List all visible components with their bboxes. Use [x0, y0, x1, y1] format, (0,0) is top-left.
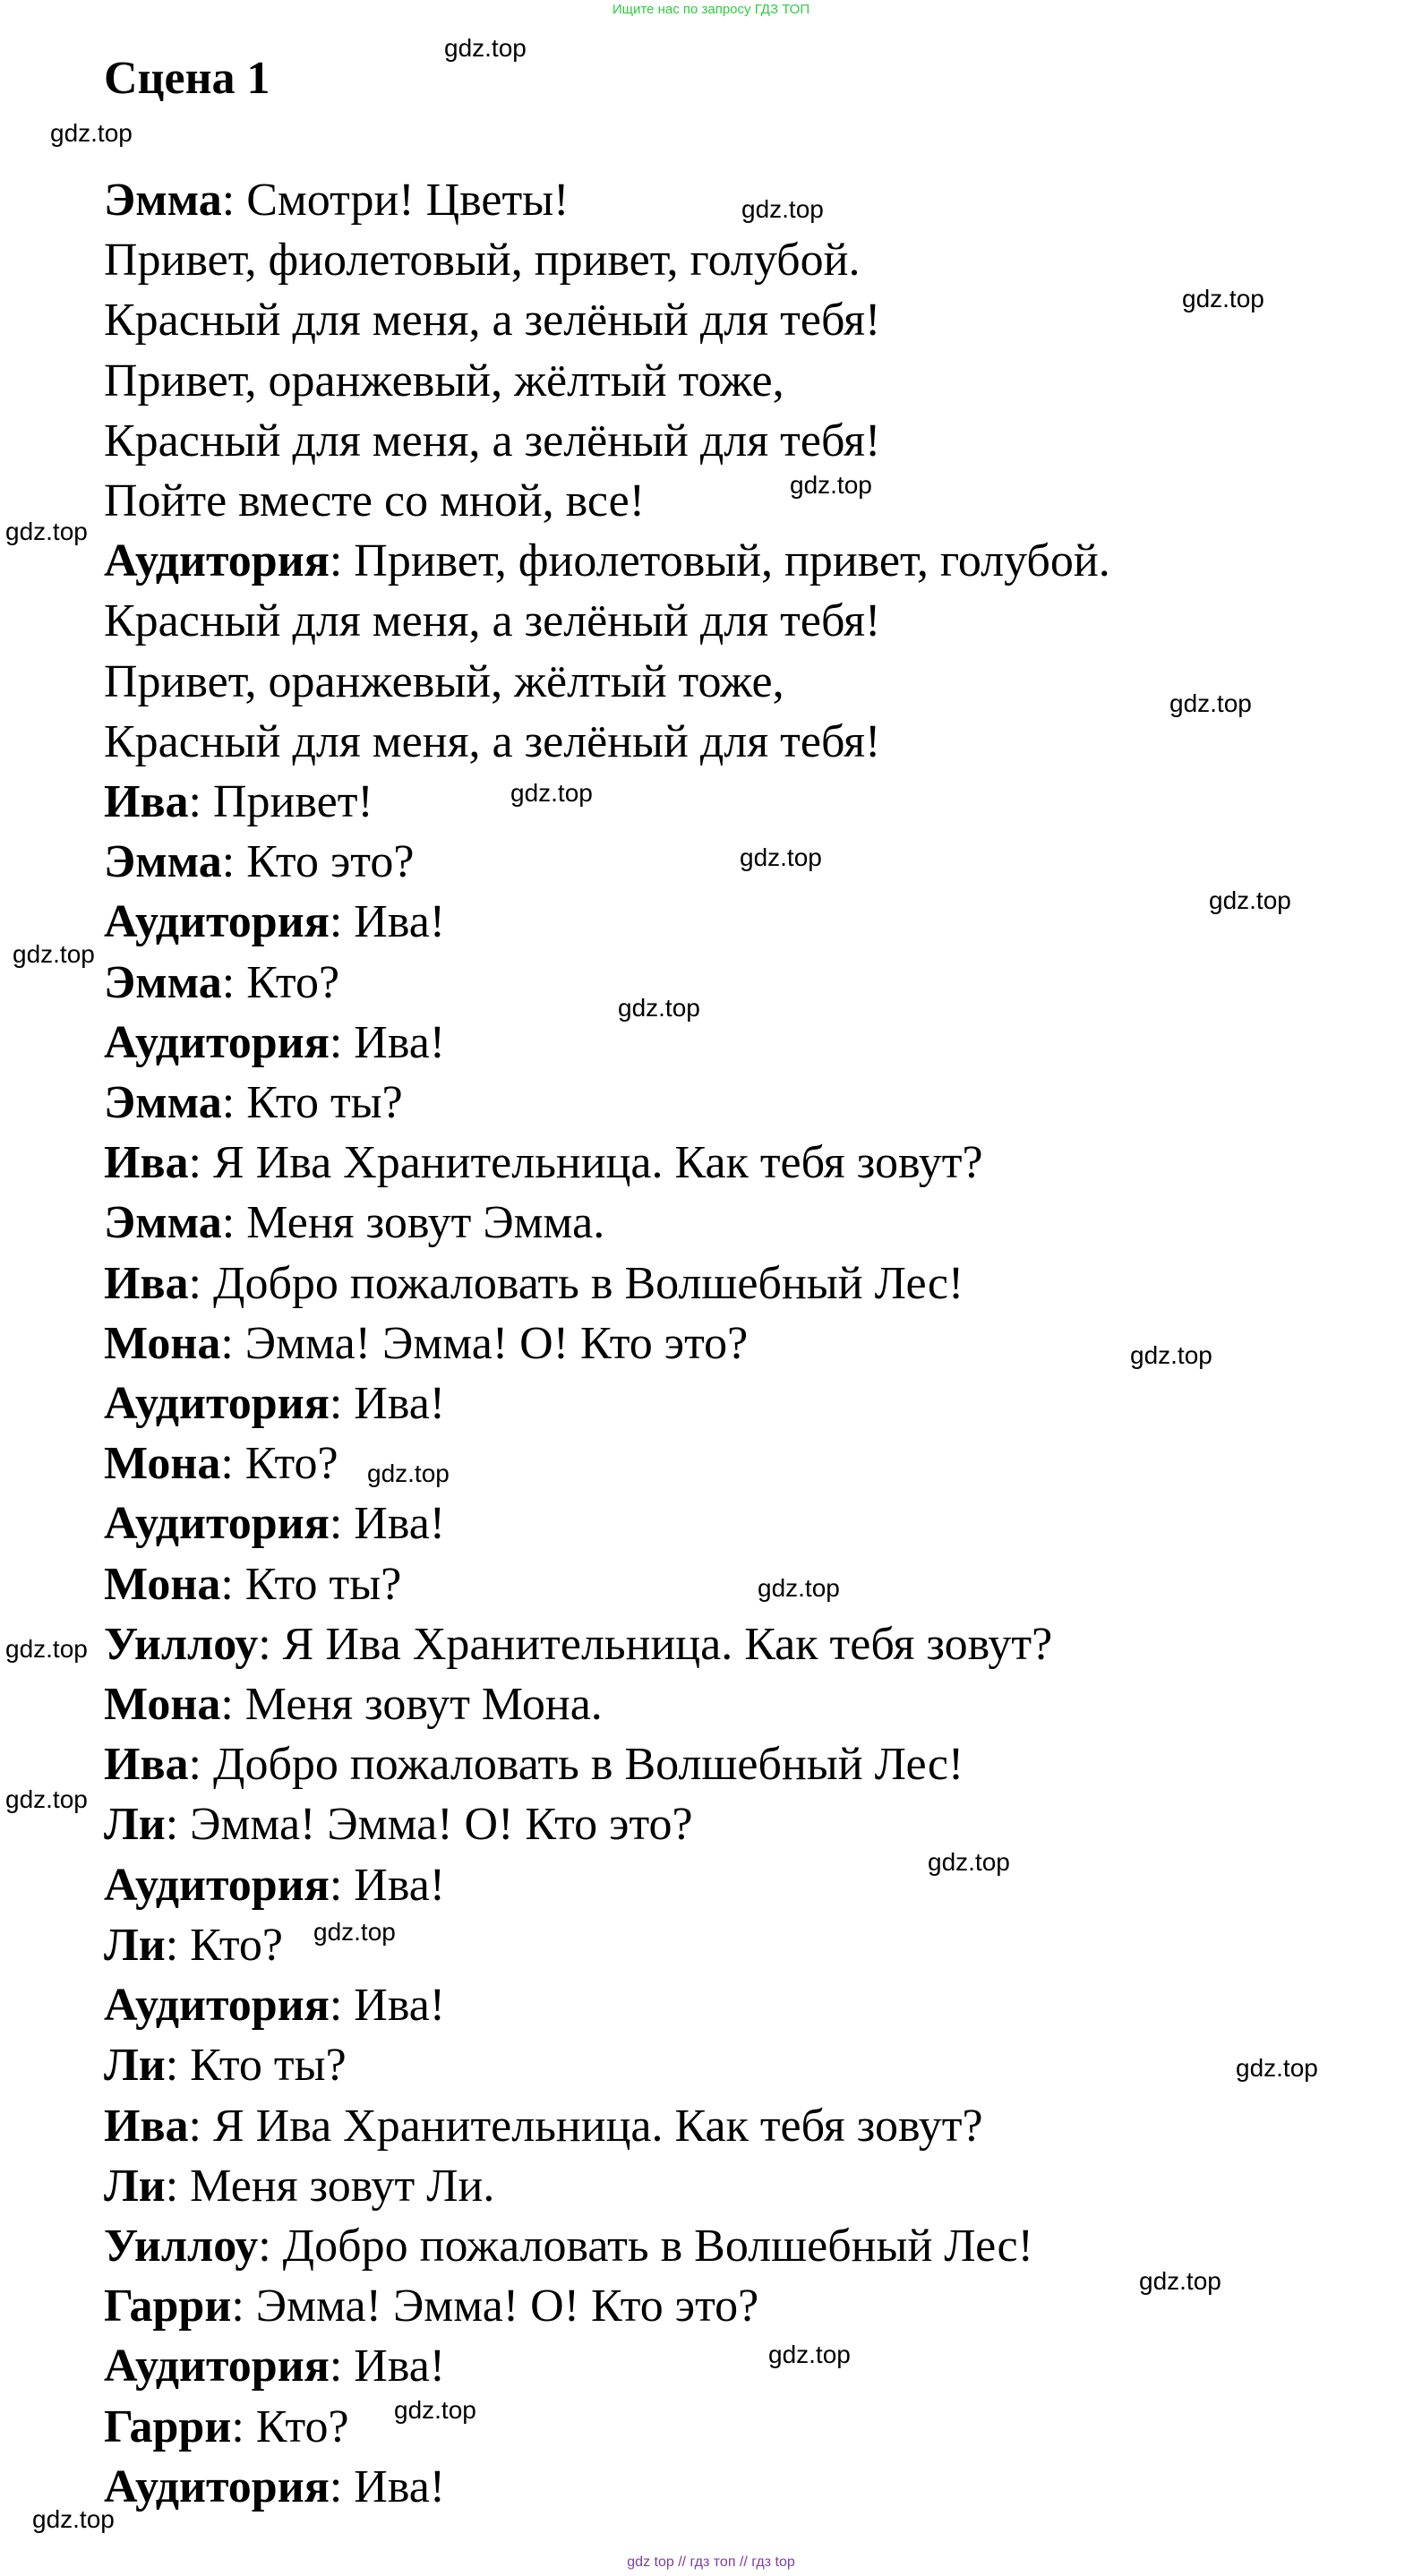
watermark: gdz.top — [5, 1785, 88, 1813]
line-text: : Кто ты? — [165, 2040, 347, 2092]
line-text: : Ива! — [329, 1859, 446, 1911]
speaker-name: Ли — [104, 1799, 166, 1851]
dialogue-line — [104, 1013, 1393, 1073]
watermark: gdz.top — [510, 779, 593, 807]
dialogue-line — [104, 892, 1393, 952]
watermark: gdz.top — [618, 994, 700, 1022]
line-text: : Эмма! Эмма! О! Кто это? — [231, 2281, 759, 2332]
speaker-name: Уиллоу — [104, 2220, 259, 2272]
line-text: : Я Ива Хранительница. Как тебя зовут? — [188, 1137, 983, 1189]
speaker-name: Ива — [104, 2100, 189, 2152]
dialogue-line — [104, 170, 1393, 230]
dialogue-line — [104, 2336, 1393, 2396]
line-text: : Ива! — [329, 1016, 446, 1068]
dialogue-line — [104, 1855, 1393, 1915]
dialogue-line — [104, 652, 1393, 712]
line-text: : Добро пожаловать в Волшебный Лес! — [188, 1739, 964, 1791]
watermark: gdz.top — [5, 518, 88, 545]
line-text: : Ива! — [329, 1498, 446, 1550]
line-text: : Привет, фиолетовый, привет, голубой. — [329, 535, 1110, 587]
dialogue-line — [104, 2276, 1393, 2336]
dialogue-line — [104, 1374, 1393, 1433]
line-text: Привет, фиолетовый, привет, голубой. — [104, 235, 861, 287]
watermark: gdz.top — [1139, 2267, 1221, 2295]
watermark: gdz.top — [313, 1918, 396, 1946]
watermark: gdz.top — [394, 2396, 476, 2424]
line-text: Красный для меня, а зелёный для тебя! — [104, 295, 881, 347]
watermark: gdz.top — [928, 1848, 1010, 1876]
speaker-name: Эмма — [104, 956, 222, 1008]
line-text: : Кто? — [165, 1919, 283, 1971]
line-text: : Ива! — [329, 896, 446, 948]
speaker-name: Ли — [104, 2040, 166, 2092]
watermark: gdz.top — [768, 2341, 851, 2368]
footer-banner: gdz top // гдз топ // гдз top — [627, 2555, 795, 2570]
dialogue-line — [104, 2096, 1393, 2156]
dialogue-line — [104, 1073, 1393, 1133]
line-text: : Я Ива Хранительница. Как тебя зовут? — [188, 2100, 983, 2152]
line-text: : Кто это? — [221, 836, 415, 888]
watermark: gdz.top — [32, 2505, 115, 2533]
dialogue-line — [104, 1734, 1393, 1794]
speaker-name: Аудитория — [104, 2460, 330, 2512]
speaker-name: Эмма — [104, 1197, 222, 1249]
line-text: : Кто? — [220, 1438, 338, 1490]
line-text: : Кто ты? — [221, 1077, 403, 1129]
speaker-name: Аудитория — [104, 1980, 330, 2032]
dialogue-line — [104, 1674, 1393, 1734]
watermark: gdz.top — [758, 1574, 840, 1602]
dialogue-line — [104, 712, 1393, 772]
speaker-name: Гарри — [104, 2281, 232, 2332]
line-text: Привет, оранжевый, жёлтый тоже, — [104, 355, 784, 407]
line-text: Привет, оранжевый, жёлтый тоже, — [104, 655, 784, 707]
speaker-name: Мона — [104, 1438, 221, 1490]
watermark: gdz.top — [5, 1635, 88, 1663]
dialogue-line — [104, 2397, 1393, 2457]
line-text: Пойте вместе со мной, все! — [104, 475, 646, 527]
scene-title: Сцена 1 — [104, 53, 270, 104]
dialogue-line — [104, 2035, 1393, 2095]
dialogue-line — [104, 832, 1393, 892]
line-text: : Кто? — [221, 956, 340, 1008]
line-text: : Смотри! Цветы! — [221, 175, 570, 226]
watermark: gdz.top — [1130, 1341, 1212, 1369]
speaker-name: Мона — [104, 1317, 221, 1369]
line-text: : Ива! — [329, 2460, 446, 2512]
speaker-name: Гарри — [104, 2401, 232, 2452]
dialogue-line — [104, 1254, 1393, 1314]
speaker-name: Ива — [104, 1137, 189, 1189]
dialogue-line — [104, 290, 1393, 350]
speaker-name: Аудитория — [104, 1378, 330, 1430]
watermark: gdz.top — [741, 195, 824, 223]
dialogue-line — [104, 411, 1393, 471]
speaker-name: Ива — [104, 1739, 189, 1791]
watermark: gdz.top — [1209, 886, 1291, 914]
dialogue-line — [104, 1314, 1393, 1374]
line-text: : Кто? — [231, 2401, 349, 2452]
dialogue-line — [104, 1433, 1393, 1493]
speaker-name: Ива — [104, 1257, 189, 1309]
dialogue-line — [104, 471, 1393, 531]
dialogue-line — [104, 2156, 1393, 2216]
line-text: : Добро пожаловать в Волшебный Лес! — [188, 1257, 964, 1309]
dialogue-line — [104, 1794, 1393, 1854]
watermark: gdz.top — [1236, 2054, 1318, 2082]
watermark: gdz.top — [13, 940, 95, 968]
dialogue-line — [104, 1193, 1393, 1253]
watermark: gdz.top — [790, 471, 872, 499]
watermark: gdz.top — [1182, 285, 1264, 312]
speaker-name: Уиллоу — [104, 1618, 259, 1670]
watermark: gdz.top — [444, 34, 527, 62]
dialogue-line — [104, 953, 1393, 1013]
line-text: Красный для меня, а зелёный для тебя! — [104, 415, 881, 466]
speaker-name: Эмма — [104, 1077, 222, 1129]
dialogue-line — [104, 2216, 1393, 2276]
dialogue-line — [104, 591, 1393, 651]
line-text: : Ива! — [329, 1980, 446, 2032]
speaker-name: Ли — [104, 2160, 166, 2212]
watermark: gdz.top — [740, 843, 822, 871]
dialogue-line — [104, 230, 1393, 290]
dialogue-line — [104, 1614, 1393, 1674]
dialogue-line — [104, 1915, 1393, 1975]
speaker-name: Аудитория — [104, 1859, 330, 1911]
line-text: : Эмма! Эмма! О! Кто это? — [165, 1799, 693, 1851]
header-banner: Ищите нас по запросу ГДЗ ТОП — [612, 2, 810, 17]
line-text: : Ива! — [329, 2341, 446, 2392]
dialogue-line — [104, 1493, 1393, 1553]
line-text: : Кто ты? — [220, 1558, 402, 1610]
watermark: gdz.top — [50, 119, 133, 147]
speaker-name: Аудитория — [104, 1498, 330, 1550]
line-text: : Меня зовут Эмма. — [221, 1197, 605, 1249]
line-text: : Ива! — [329, 1378, 446, 1430]
speaker-name: Мона — [104, 1679, 221, 1731]
line-text: Красный для меня, а зелёный для тебя! — [104, 715, 881, 767]
speaker-name: Эмма — [104, 836, 222, 888]
speaker-name: Аудитория — [104, 1016, 330, 1068]
dialogue-line — [104, 1554, 1393, 1614]
line-text: : Я Ива Хранительница. Как тебя зовут? — [258, 1618, 1053, 1670]
line-text: : Эмма! Эмма! О! Кто это? — [220, 1317, 749, 1369]
speaker-name: Аудитория — [104, 2341, 330, 2392]
line-text: : Меня зовут Мона. — [220, 1679, 603, 1731]
dialogue-line — [104, 531, 1393, 591]
line-text: : Меня зовут Ли. — [165, 2160, 495, 2212]
dialogue-line — [104, 772, 1393, 832]
watermark: gdz.top — [1169, 689, 1252, 717]
speaker-name: Ли — [104, 1919, 166, 1971]
dialogue-line — [104, 2457, 1393, 2517]
speaker-name: Аудитория — [104, 535, 330, 587]
speaker-name: Эмма — [104, 175, 222, 226]
speaker-name: Аудитория — [104, 896, 330, 948]
dialogue-line — [104, 351, 1393, 411]
line-text: Красный для меня, а зелёный для тебя! — [104, 595, 881, 647]
speaker-name: Ива — [104, 776, 189, 828]
script-body — [104, 170, 1393, 2517]
line-text: : Привет! — [188, 776, 373, 828]
dialogue-line — [104, 1975, 1393, 2035]
dialogue-line — [104, 1133, 1393, 1193]
watermark: gdz.top — [367, 1459, 450, 1487]
line-text: : Добро пожаловать в Волшебный Лес! — [258, 2220, 1033, 2272]
speaker-name: Мона — [104, 1558, 221, 1610]
